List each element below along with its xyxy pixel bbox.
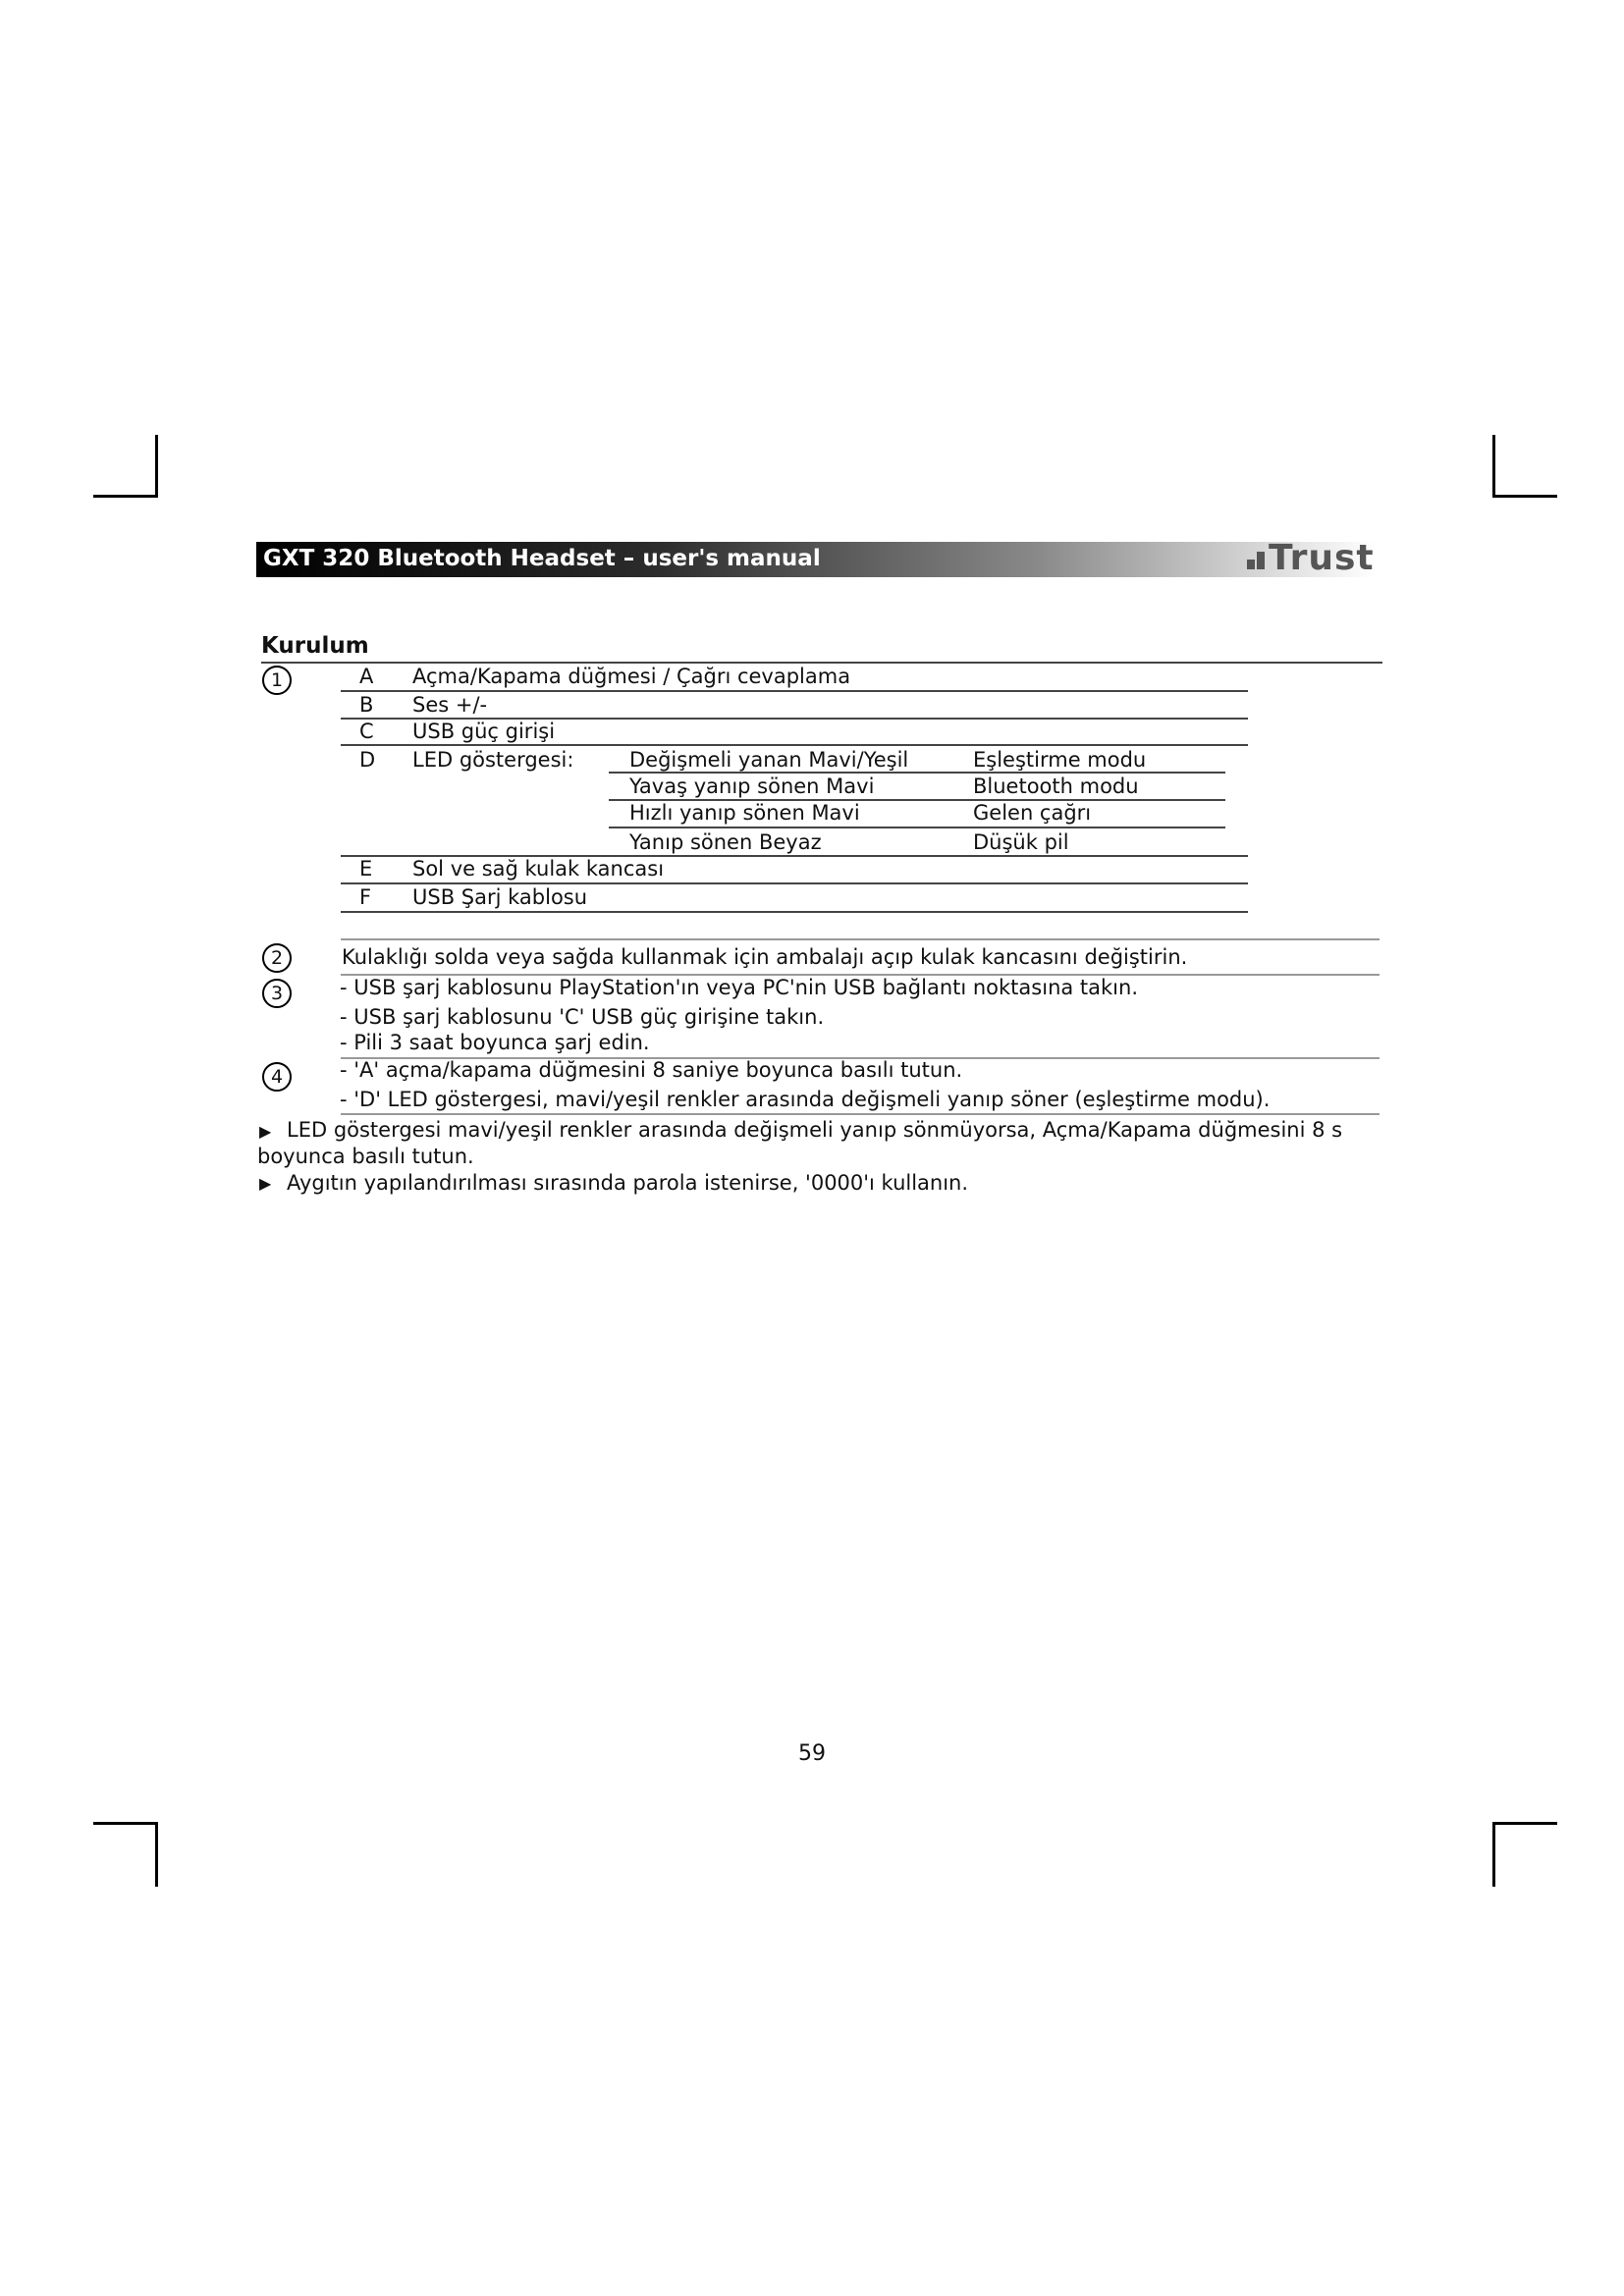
crop-mark-bottom-left-v <box>155 1822 158 1887</box>
crop-mark-top-right-v <box>1492 435 1495 498</box>
led-state-3: Hızlı yanıp sönen Mavi <box>629 801 860 825</box>
note1-line-1: LED göstergesi mavi/yeşil renkler arasında değişmeli yanıp sönmüyorsa, Açma/Kapama düğmesini 8 s <box>287 1118 1343 1142</box>
crop-mark-bottom-right-h <box>1492 1822 1557 1825</box>
led-meaning-3: Gelen çağrı <box>973 801 1092 825</box>
section-title: Kurulum <box>261 633 369 659</box>
row-label-c: USB güç girişi <box>412 720 556 743</box>
header-title: GXT 320 Bluetooth Headset – user's manual <box>263 546 821 571</box>
step2-rule-top <box>341 938 1380 940</box>
crop-mark-bottom-left-h <box>93 1822 158 1825</box>
led-meaning-1: Eşleştirme modu <box>973 748 1147 772</box>
led-rule-1 <box>609 772 1225 774</box>
row-key-e: E <box>359 857 373 881</box>
note1-line-2: boyunca basılı tutun. <box>257 1145 474 1168</box>
crop-mark-top-left-h <box>93 495 158 498</box>
row-rule-a <box>341 690 1248 692</box>
step2-text: Kulaklığı solda veya sağda kullanmak için ambalajı açıp kulak kancasını değiştirin. <box>342 945 1188 969</box>
crop-mark-top-right-h <box>1492 495 1557 498</box>
crop-mark-bottom-right-v <box>1492 1822 1495 1887</box>
page-number: 59 <box>798 1741 826 1766</box>
row-label-b: Ses +/- <box>412 693 488 717</box>
led-rule-3 <box>609 827 1225 828</box>
step3-line-1: - USB şarj kablosunu PlayStation'ın veya PC'nin USB bağlantı noktasına takın. <box>340 976 1139 999</box>
step-number-3: 3 <box>262 979 292 1008</box>
note2-text: Aygıtın yapılandırılması sırasında parola istenirse, '0000'ı kullanın. <box>287 1171 969 1195</box>
step-number-2: 2 <box>262 943 292 973</box>
step4-line-1: - 'A' açma/kapama düğmesini 8 saniye boyunca basılı tutun. <box>340 1058 963 1082</box>
led-state-1: Değişmeli yanan Mavi/Yeşil <box>629 748 909 772</box>
row-label-f: USB Şarj kablosu <box>412 885 588 909</box>
led-state-4: Yanıp sönen Beyaz <box>629 830 822 854</box>
crop-mark-top-left-v <box>155 435 158 498</box>
step4-rule-bottom <box>341 1113 1380 1115</box>
row-key-b: B <box>359 693 374 717</box>
row-rule-e <box>341 882 1248 884</box>
row-key-a: A <box>359 665 374 688</box>
row-rule-c <box>341 744 1248 746</box>
led-state-2: Yavaş yanıp sönen Mavi <box>629 774 875 798</box>
step-number-4: 4 <box>262 1062 292 1092</box>
row-rule-f <box>341 911 1248 913</box>
led-meaning-2: Bluetooth modu <box>973 774 1139 798</box>
row-key-f: F <box>359 885 372 909</box>
note2-arrow-icon: ▶ <box>259 1174 272 1193</box>
row-key-d: D <box>359 748 376 772</box>
step4-line-2: - 'D' LED göstergesi, mavi/yeşil renkler arasında değişmeli yanıp söner (eşleştirme modu). <box>340 1088 1271 1111</box>
led-meaning-4: Düşük pil <box>973 830 1069 854</box>
row-label-a: Açma/Kapama düğmesi / Çağrı cevaplama <box>412 665 851 688</box>
step-number-1: 1 <box>262 666 292 695</box>
step3-line-3: - Pili 3 saat boyunca şarj edin. <box>340 1031 650 1054</box>
note1-arrow-icon: ▶ <box>259 1122 272 1141</box>
section-rule <box>261 662 1382 664</box>
brand-logo-text: Trust <box>1269 538 1375 578</box>
row-key-c: C <box>359 720 374 743</box>
row-label-e: Sol ve sağ kulak kancası <box>412 857 665 881</box>
row-label-d: LED göstergesi: <box>412 748 574 772</box>
brand-logo <box>1247 538 1375 578</box>
step3-line-2: - USB şarj kablosunu 'C' USB güç girişine takın. <box>340 1005 825 1029</box>
